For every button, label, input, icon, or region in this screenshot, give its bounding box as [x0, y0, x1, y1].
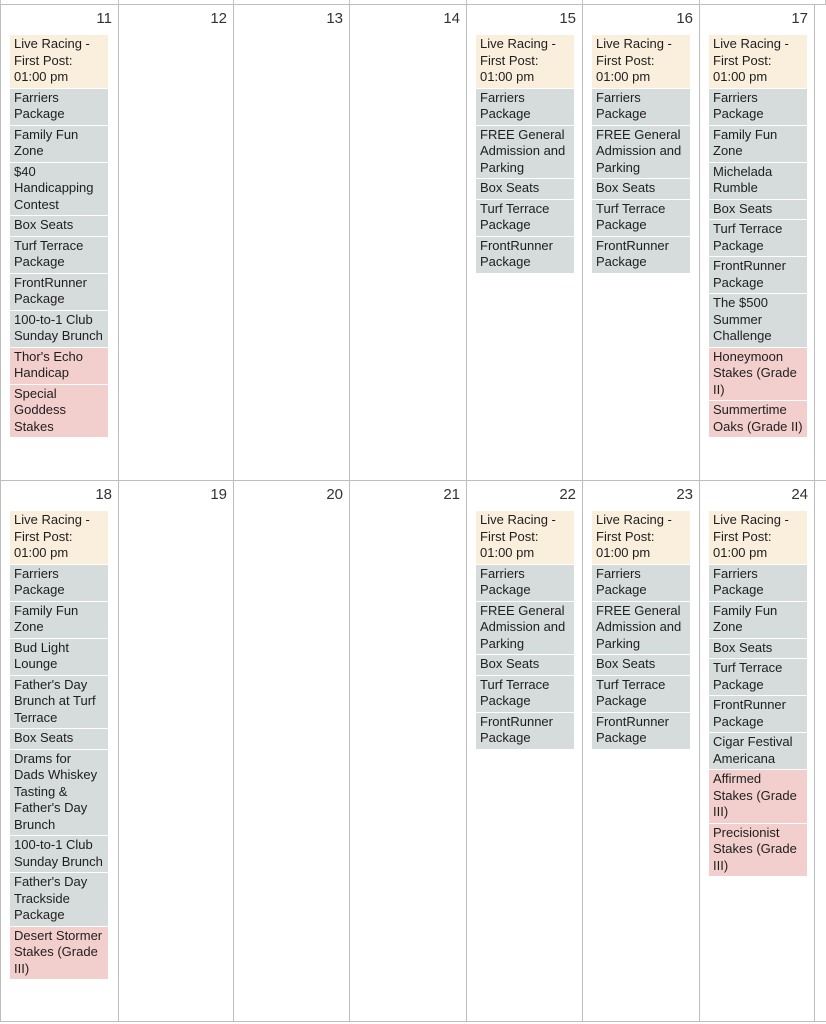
day-cell	[699, 5, 815, 480]
event-stakes-race[interactable]: Honeymoon Stakes (Grade II)	[709, 348, 807, 402]
event-package[interactable]: Family Fun Zone	[709, 602, 807, 639]
event-live-racing[interactable]: Live Racing - First Post: 01:00 pm	[709, 35, 807, 89]
event-package[interactable]: Drams for Dads Whiskey Tasting & Father's Day Brunch	[10, 750, 108, 837]
event-stakes-race[interactable]: Thor's Echo Handicap	[10, 348, 108, 385]
event-package[interactable]: Farriers Package	[709, 89, 807, 126]
event-package[interactable]: FrontRunner Package	[709, 257, 807, 294]
event-stakes-race[interactable]: Affirmed Stakes (Grade III)	[709, 770, 807, 824]
day-cell	[0, 481, 118, 1021]
event-package[interactable]: 100-to-1 Club Sunday Brunch	[10, 311, 108, 348]
event-package[interactable]: Box Seats	[592, 655, 690, 676]
event-package[interactable]: Father's Day Brunch at Turf Terrace	[10, 676, 108, 730]
event-list	[709, 511, 809, 877]
event-package[interactable]: Turf Terrace Package	[709, 659, 807, 696]
event-live-racing[interactable]: Live Racing - First Post: 01:00 pm	[476, 35, 574, 89]
event-package[interactable]: Family Fun Zone	[709, 126, 807, 163]
event-package[interactable]: FrontRunner Package	[709, 696, 807, 733]
event-package[interactable]: Turf Terrace Package	[10, 237, 108, 274]
week-row	[0, 480, 826, 1022]
event-list	[476, 35, 577, 274]
day-number: 14	[443, 10, 460, 27]
event-package[interactable]: FrontRunner Package	[592, 237, 690, 274]
event-live-racing[interactable]: Live Racing - First Post: 01:00 pm	[476, 511, 574, 565]
day-cell	[582, 5, 699, 480]
event-package[interactable]: Turf Terrace Package	[476, 676, 574, 713]
day-cell	[699, 481, 815, 1021]
day-cell	[582, 481, 699, 1021]
event-stakes-race[interactable]: Desert Stormer Stakes (Grade III)	[10, 927, 108, 981]
event-live-racing[interactable]: Live Racing - First Post: 01:00 pm	[10, 35, 108, 89]
event-package[interactable]: FREE General Admission and Parking	[476, 602, 574, 656]
day-cell	[349, 481, 466, 1021]
event-package[interactable]: FREE General Admission and Parking	[476, 126, 574, 180]
event-stakes-race[interactable]: Summertime Oaks (Grade II)	[709, 401, 807, 438]
day-cell	[233, 5, 349, 480]
event-package[interactable]: Farriers Package	[592, 565, 690, 602]
event-list	[10, 35, 113, 438]
event-package[interactable]: Turf Terrace Package	[592, 676, 690, 713]
event-package[interactable]: Turf Terrace Package	[709, 220, 807, 257]
day-cell	[466, 481, 582, 1021]
day-number: 17	[791, 10, 808, 27]
day-number: 18	[95, 486, 112, 503]
event-package[interactable]: Farriers Package	[10, 89, 108, 126]
event-package[interactable]: Box Seats	[709, 200, 807, 221]
event-package[interactable]: Michelada Rumble	[709, 163, 807, 200]
event-package[interactable]: Farriers Package	[476, 89, 574, 126]
event-list	[592, 35, 694, 274]
event-package[interactable]: Box Seats	[10, 216, 108, 237]
day-cell	[349, 5, 466, 480]
event-stakes-race[interactable]: Special Goddess Stakes	[10, 385, 108, 439]
day-number: 22	[559, 486, 576, 503]
event-package[interactable]: FREE General Admission and Parking	[592, 602, 690, 656]
event-package[interactable]: FrontRunner Package	[10, 274, 108, 311]
event-package[interactable]: Bud Light Lounge	[10, 639, 108, 676]
event-live-racing[interactable]: Live Racing - First Post: 01:00 pm	[592, 511, 690, 565]
event-package[interactable]: Box Seats	[709, 639, 807, 660]
event-package[interactable]: Turf Terrace Package	[476, 200, 574, 237]
week-row	[0, 4, 826, 480]
day-number: 23	[676, 486, 693, 503]
day-number: 20	[326, 486, 343, 503]
day-number: 15	[559, 10, 576, 27]
event-package[interactable]: Farriers Package	[476, 565, 574, 602]
event-package[interactable]: Box Seats	[476, 655, 574, 676]
event-package[interactable]: Family Fun Zone	[10, 126, 108, 163]
event-package[interactable]: Farriers Package	[592, 89, 690, 126]
day-cell	[466, 5, 582, 480]
event-package[interactable]: Cigar Festival Americana	[709, 733, 807, 770]
event-package[interactable]: $40 Handicapping Contest	[10, 163, 108, 217]
day-cell	[118, 481, 233, 1021]
event-package[interactable]: Family Fun Zone	[10, 602, 108, 639]
day-number: 19	[210, 486, 227, 503]
event-package[interactable]: Turf Terrace Package	[592, 200, 690, 237]
event-package[interactable]: Farriers Package	[10, 565, 108, 602]
event-live-racing[interactable]: Live Racing - First Post: 01:00 pm	[10, 511, 108, 565]
event-stakes-race[interactable]: Precisionist Stakes (Grade III)	[709, 824, 807, 878]
event-package[interactable]: FrontRunner Package	[476, 713, 574, 750]
event-package[interactable]: FrontRunner Package	[592, 713, 690, 750]
day-cell	[233, 481, 349, 1021]
event-list	[709, 35, 809, 438]
event-package[interactable]: FREE General Admission and Parking	[592, 126, 690, 180]
day-number: 24	[791, 486, 808, 503]
event-package[interactable]: Box Seats	[592, 179, 690, 200]
event-package[interactable]: The $500 Summer Challenge	[709, 294, 807, 348]
event-live-racing[interactable]: Live Racing - First Post: 01:00 pm	[709, 511, 807, 565]
day-number: 13	[326, 10, 343, 27]
event-package[interactable]: Father's Day Trackside Package	[10, 873, 108, 927]
day-number: 11	[96, 10, 112, 27]
event-package[interactable]: Box Seats	[476, 179, 574, 200]
day-number: 12	[210, 10, 227, 27]
event-package[interactable]: Farriers Package	[709, 565, 807, 602]
day-cell	[0, 5, 118, 480]
event-list	[592, 511, 694, 750]
day-number: 16	[676, 10, 693, 27]
event-package[interactable]: Box Seats	[10, 729, 108, 750]
event-live-racing[interactable]: Live Racing - First Post: 01:00 pm	[592, 35, 690, 89]
day-number: 21	[443, 486, 460, 503]
event-list	[10, 511, 113, 980]
day-cell	[118, 5, 233, 480]
event-package[interactable]: FrontRunner Package	[476, 237, 574, 274]
event-list	[476, 511, 577, 750]
event-package[interactable]: 100-to-1 Club Sunday Brunch	[10, 836, 108, 873]
